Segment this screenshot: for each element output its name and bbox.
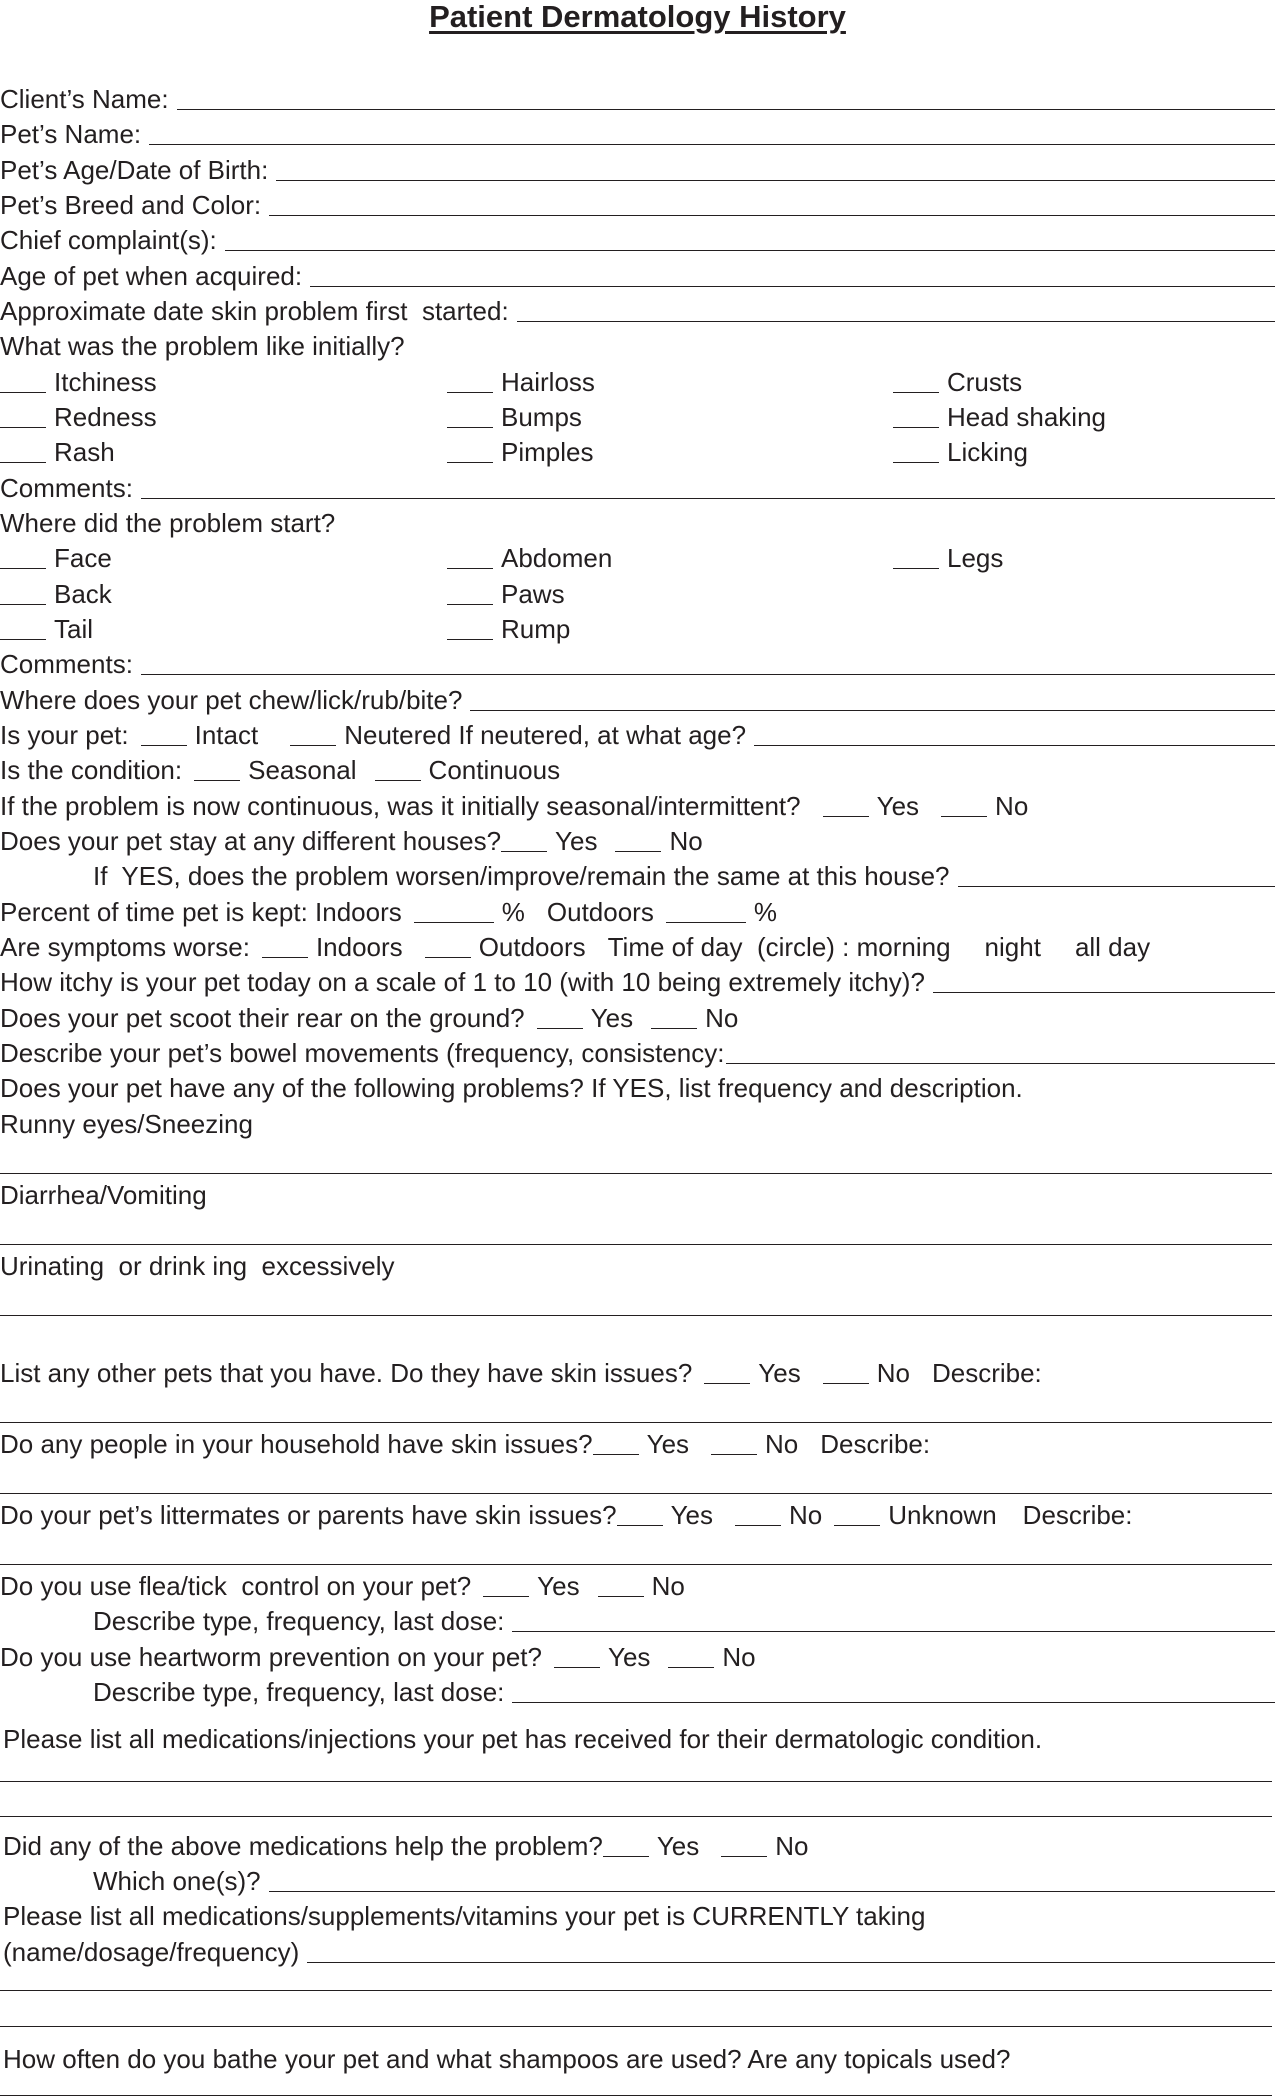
flea-yes-blank[interactable] [483, 1571, 529, 1597]
flea-describe-row [0, 1600, 1275, 1636]
continuous-yes-label: Yes [876, 791, 920, 821]
heartworm-describe-label: Describe type, frequency, last dose: [93, 1677, 505, 1707]
problems-question: Does your pet have any of the following problems? If YES, list frequency and description. [0, 1073, 1023, 1103]
start-options-row-2 [0, 573, 1275, 609]
initial-comments-label: Comments: [0, 473, 133, 503]
meds-help-row [0, 1825, 1275, 1861]
other-pets-row [0, 1352, 1275, 1388]
option-rash[interactable]: Rash [0, 437, 115, 467]
option-tail[interactable]: Tail [0, 614, 93, 644]
condition-row [0, 749, 1275, 785]
time-allday-option[interactable]: all day [1074, 932, 1151, 962]
worse-label: Are symptoms worse: [0, 932, 250, 962]
option-hairloss[interactable]: Hairloss [447, 367, 595, 397]
age-acquired-label: Age of pet when acquired: [0, 261, 303, 291]
current-meds-field-3[interactable] [0, 2026, 1272, 2027]
houses-row [0, 820, 1275, 856]
seasonal-label: Seasonal [248, 755, 357, 785]
percent-indoors-sign: % [501, 897, 525, 927]
current-row-2 [0, 1931, 1275, 1967]
time-of-day-label: Time of day (circle) : morning [607, 932, 951, 962]
start-comments-field[interactable] [141, 649, 1275, 675]
option-abdomen[interactable]: Abdomen [447, 543, 612, 573]
percent-row [0, 891, 1275, 927]
current-meds-question: Please list all medications/supplements/vitamins your pet is CURRENTLY taking [3, 1901, 926, 1931]
approx-date-field[interactable] [517, 296, 1275, 322]
houses-no-label: No [669, 826, 703, 856]
neutered-blank[interactable] [290, 720, 336, 746]
itchy-field[interactable] [933, 967, 1275, 993]
heartworm-no-label: No [722, 1642, 756, 1672]
which-field[interactable] [269, 1866, 1275, 1892]
pets-breed-row [0, 184, 1275, 220]
chief-complaint-label: Chief complaint(s): [0, 225, 217, 255]
option-head-shaking[interactable]: Head shaking [893, 402, 1106, 432]
continuous-no-blank[interactable] [941, 791, 987, 817]
initial-options-row-2 [0, 396, 1275, 432]
clients-name-field[interactable] [177, 84, 1275, 110]
start-options-row-3 [0, 608, 1275, 644]
continuous-question: If the problem is now continuous, was it initially seasonal/intermittent? [0, 791, 801, 821]
neuter-label: Is your pet: [0, 720, 129, 750]
current-meds-hint: (name/dosage/frequency) [3, 1937, 300, 1967]
people-yes-blank[interactable] [593, 1429, 639, 1455]
initial-options-row-3 [0, 431, 1275, 467]
other-pets-describe: Describe: [931, 1358, 1042, 1388]
flea-row [0, 1565, 1275, 1601]
time-night-option[interactable]: night [984, 932, 1041, 962]
heartworm-describe-field[interactable] [512, 1677, 1275, 1703]
which-label: Which one(s)? [93, 1866, 261, 1896]
current-meds-field-2[interactable] [0, 1990, 1272, 1991]
houses-followup-field[interactable] [958, 861, 1275, 887]
houses-no-blank[interactable] [615, 826, 661, 852]
pets-breed-label: Pet’s Breed and Color: [0, 190, 262, 220]
scoot-row [0, 997, 1275, 1033]
initial-options-row-1 [0, 361, 1275, 397]
worse-indoors-label: Indoors [315, 932, 403, 962]
start-comments-label: Comments: [0, 649, 133, 679]
people-row [0, 1423, 1275, 1459]
chew-field[interactable] [470, 685, 1275, 711]
houses-followup: If YES, does the problem worsen/improve/remain the same at this house? [93, 861, 950, 891]
other-pets-yes-blank[interactable] [704, 1358, 750, 1384]
scoot-question: Does your pet scoot their rear on the ground? [0, 1003, 525, 1033]
flea-yes-label: Yes [537, 1571, 580, 1601]
condition-label: Is the condition: [0, 755, 183, 785]
worse-row [0, 926, 1275, 962]
meds-all-field-1[interactable] [0, 1781, 1272, 1782]
continuous-label: Continuous [428, 755, 561, 785]
approx-date-label: Approximate date skin problem first started: [0, 296, 509, 326]
chew-label: Where does your pet chew/lick/rub/bite? [0, 685, 463, 715]
clients-name-row [0, 78, 1275, 114]
problems-row [0, 1067, 1275, 1103]
meds-help-yes-label: Yes [656, 1831, 700, 1861]
worse-outdoors-blank[interactable] [425, 932, 471, 958]
flea-no-blank[interactable] [598, 1571, 644, 1597]
scoot-no-blank[interactable] [651, 1003, 697, 1029]
bathe-row [0, 2038, 1275, 2074]
option-itchiness[interactable]: Itchiness [0, 367, 157, 397]
start-question: Where did the problem start? [0, 508, 336, 538]
bathe-field[interactable] [0, 2095, 1272, 2096]
littermates-unknown-blank[interactable] [834, 1500, 880, 1526]
neutered-label: Neutered If neutered, at what age? [344, 720, 747, 750]
heartworm-yes-blank[interactable] [554, 1642, 600, 1668]
pets-breed-field[interactable] [269, 190, 1275, 216]
current-meds-field-1[interactable] [307, 1937, 1275, 1963]
percent-outdoors-label: Outdoors [546, 897, 654, 927]
urinating-row [0, 1245, 1275, 1281]
clients-name-label: Client’s Name: [0, 84, 169, 114]
start-question-row [0, 502, 1275, 538]
other-pets-yes-label: Yes [758, 1358, 801, 1388]
percent-outdoors-sign: % [753, 897, 777, 927]
approx-date-row [0, 290, 1275, 326]
option-licking[interactable]: Licking [893, 437, 1028, 467]
neuter-row [0, 714, 1275, 750]
percent-indoors-field[interactable] [414, 897, 494, 923]
bowel-row [0, 1032, 1275, 1068]
heartworm-yes-label: Yes [607, 1642, 651, 1672]
continuous-no-label: No [995, 791, 1029, 821]
option-redness[interactable]: Redness [0, 402, 157, 432]
meds-help-yes-blank[interactable] [603, 1831, 649, 1857]
bathe-question: How often do you bathe your pet and what shampoos are used? Are any topicals used? [3, 2044, 1011, 2074]
scoot-yes-label: Yes [590, 1003, 634, 1033]
people-yes-label: Yes [646, 1429, 690, 1459]
option-back[interactable]: Back [0, 579, 112, 609]
houses-yes-label: Yes [555, 826, 598, 856]
meds-help-no-blank[interactable] [721, 1831, 767, 1857]
initial-question: What was the problem like initially? [0, 331, 405, 361]
continuous-question-row [0, 785, 1275, 821]
people-no-label: No [765, 1429, 799, 1459]
current-row-1 [0, 1895, 1275, 1931]
option-legs[interactable]: Legs [893, 543, 1003, 573]
littermates-question: Do your pet’s littermates or parents have skin issues? [0, 1500, 617, 1530]
runny-label: Runny eyes/Sneezing [0, 1109, 253, 1139]
diarrhea-label: Diarrhea/Vomiting [0, 1180, 207, 1210]
itchy-label: How itchy is your pet today on a scale of 1 to 10 (with 10 being extremely itchy)? [0, 967, 925, 997]
itchy-row [0, 961, 1275, 997]
other-pets-no-blank[interactable] [823, 1358, 869, 1384]
runny-row [0, 1103, 1275, 1139]
houses-question: Does your pet stay at any different houses? [0, 826, 502, 856]
littermates-row [0, 1494, 1275, 1530]
meds-help-question: Did any of the above medications help the problem? [3, 1831, 603, 1861]
start-comments-row [0, 643, 1275, 679]
meds-help-no-label: No [775, 1831, 809, 1861]
percent-outdoors-field[interactable] [666, 897, 746, 923]
littermates-no-label: No [789, 1500, 823, 1530]
littermates-describe: Describe: [1022, 1500, 1133, 1530]
meds-all-question: Please list all medications/injections your pet has received for their dermatologic condition. [3, 1724, 1043, 1754]
littermates-no-blank[interactable] [735, 1500, 781, 1526]
intact-label: Intact [194, 720, 259, 750]
option-face[interactable]: Face [0, 543, 112, 573]
chief-complaint-row [0, 219, 1275, 255]
pets-age-field[interactable] [276, 155, 1275, 181]
option-pimples[interactable]: Pimples [447, 437, 593, 467]
start-options-row-1 [0, 537, 1275, 573]
urinating-field[interactable] [0, 1315, 1272, 1316]
people-describe: Describe: [820, 1429, 931, 1459]
chief-complaint-field[interactable] [225, 225, 1275, 251]
flea-describe-field[interactable] [512, 1606, 1275, 1632]
flea-question: Do you use flea/tick control on your pet? [0, 1571, 472, 1601]
pets-name-label: Pet’s Name: [0, 119, 142, 149]
pets-name-row [0, 113, 1275, 149]
littermates-yes-blank[interactable] [617, 1500, 663, 1526]
intact-blank[interactable] [141, 720, 187, 746]
age-acquired-row [0, 255, 1275, 291]
pets-age-row [0, 149, 1275, 185]
scoot-yes-blank[interactable] [537, 1003, 583, 1029]
bowel-field[interactable] [726, 1038, 1275, 1064]
other-pets-question: List any other pets that you have. Do they have skin issues? [0, 1358, 693, 1388]
littermates-yes-label: Yes [670, 1500, 714, 1530]
chew-row [0, 679, 1275, 715]
neutered-age-field[interactable] [754, 720, 1275, 746]
houses-followup-row [0, 855, 1275, 891]
seasonal-blank[interactable] [194, 755, 240, 781]
continuous-blank[interactable] [375, 755, 421, 781]
urinating-label: Urinating or drink ing excessively [0, 1251, 395, 1281]
diarrhea-row [0, 1174, 1275, 1210]
percent-indoors-label: Percent of time pet is kept: Indoors [0, 897, 402, 927]
bowel-label: Describe your pet’s bowel movements (frequency, consistency: [0, 1038, 725, 1068]
meds-all-row [0, 1718, 1275, 1754]
littermates-unknown-label: Unknown [888, 1500, 997, 1530]
scoot-no-label: No [705, 1003, 739, 1033]
flea-no-label: No [651, 1571, 685, 1601]
which-row [0, 1860, 1275, 1896]
heartworm-describe-row [0, 1671, 1275, 1707]
page-title: Patient Dermatology History [429, 0, 846, 34]
heartworm-no-blank[interactable] [668, 1642, 714, 1668]
option-paws[interactable]: Paws [447, 579, 565, 609]
meds-all-field-2[interactable] [0, 1816, 1272, 1817]
option-rump[interactable]: Rump [447, 614, 570, 644]
initial-comments-field[interactable] [141, 473, 1275, 499]
worse-indoors-blank[interactable] [262, 932, 308, 958]
other-pets-no-label: No [876, 1358, 910, 1388]
heartworm-question: Do you use heartworm prevention on your pet? [0, 1642, 542, 1672]
age-acquired-field[interactable] [310, 261, 1275, 287]
initial-comments-row [0, 467, 1275, 503]
pets-age-label: Pet’s Age/Date of Birth: [0, 155, 269, 185]
worse-outdoors-label: Outdoors [478, 932, 586, 962]
continuous-yes-blank[interactable] [823, 791, 869, 817]
houses-yes-blank[interactable] [501, 826, 547, 852]
people-question: Do any people in your household have skin issues? [0, 1429, 593, 1459]
people-no-blank[interactable] [711, 1429, 757, 1455]
pets-name-field[interactable] [149, 119, 1275, 145]
option-bumps[interactable]: Bumps [447, 402, 582, 432]
option-crusts[interactable]: Crusts [893, 367, 1022, 397]
flea-describe-label: Describe type, frequency, last dose: [93, 1606, 505, 1636]
initial-question-row [0, 325, 1275, 361]
heartworm-row [0, 1636, 1275, 1672]
